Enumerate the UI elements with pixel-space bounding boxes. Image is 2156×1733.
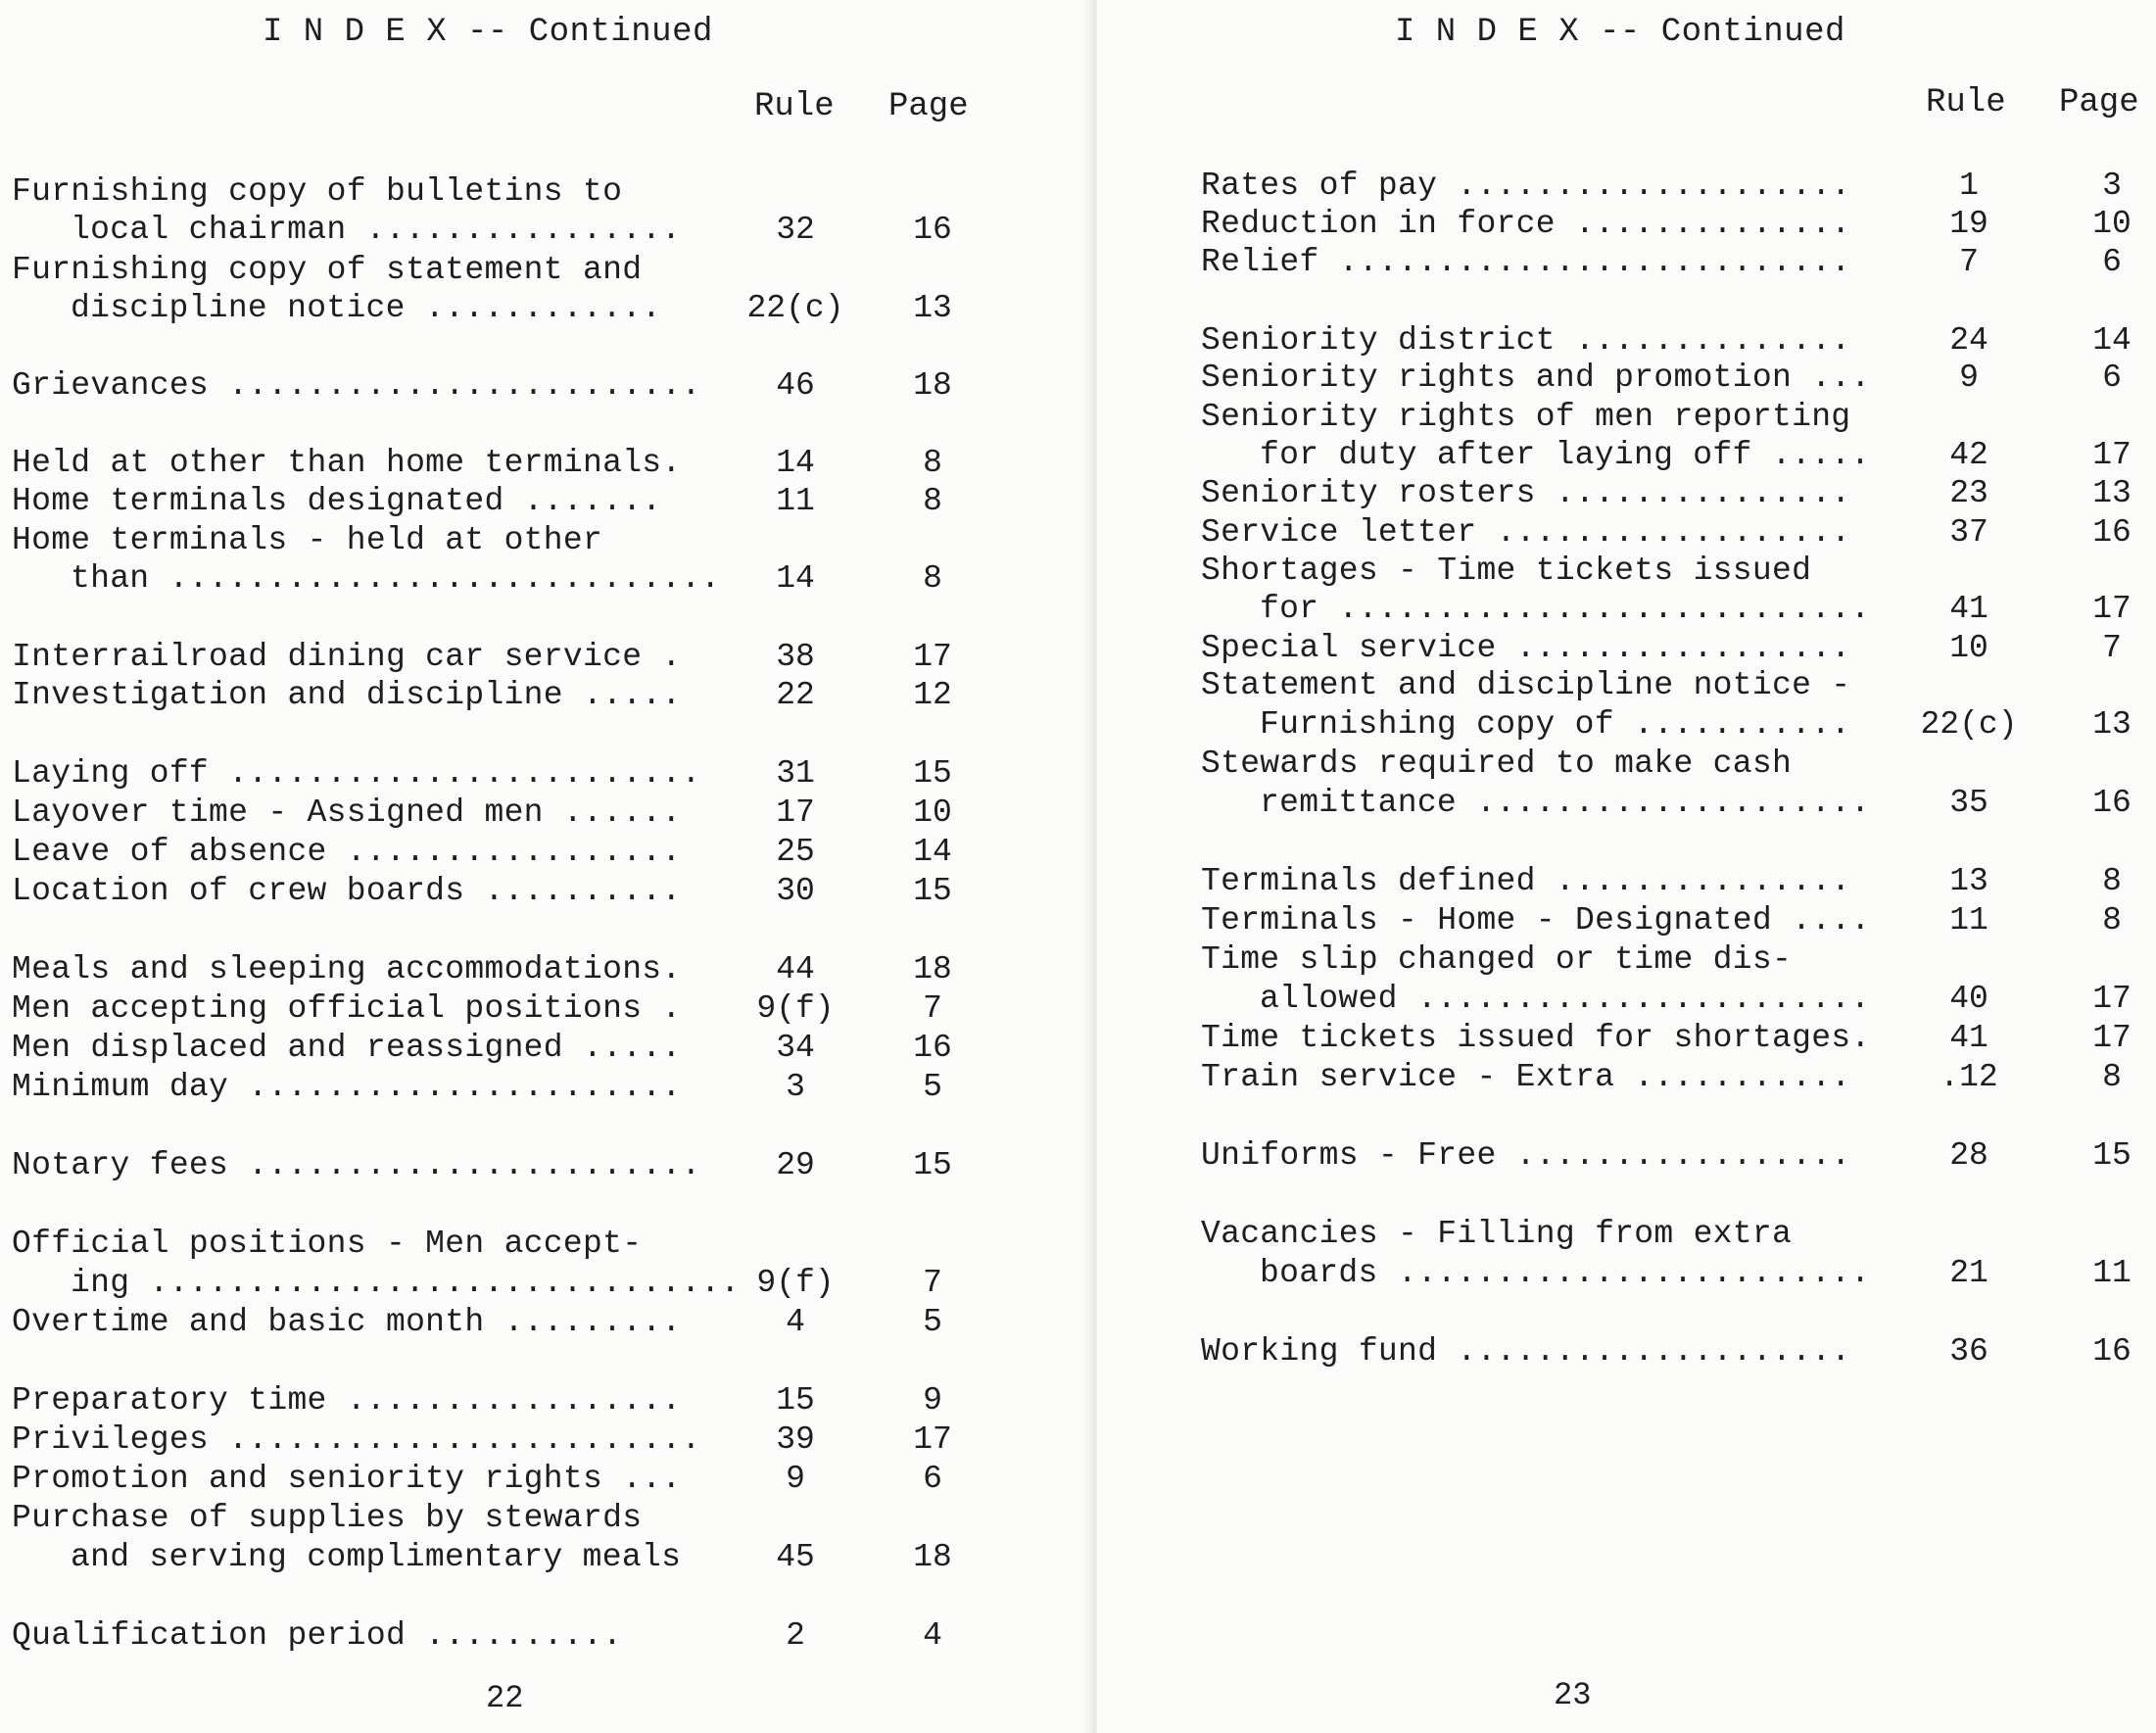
index-entry-rule: 29 [776,1147,815,1183]
index-entry-text: Held at other than home terminals. [12,445,682,481]
right-page-header: I N D E X -- Continued [1395,14,1845,51]
index-entry-text: Stewards required to make cash [1201,746,1793,782]
index-entry-rule: 24 [1949,322,1988,359]
index-entry [1097,513,2156,553]
index-entry [1097,1332,2156,1372]
index-entry-text: Investigation and discipline ..... [12,677,682,713]
right-page-number: 23 [1554,1677,1592,1713]
right-index-entries [1097,0,2156,1733]
index-entry-text: boards ........................ [1260,1255,1871,1291]
index-entry-rule: 22 [776,677,815,713]
index-entry-rule: 32 [776,212,815,248]
index-entry-page: 14 [2092,322,2132,359]
index-entry-text: Official positions - Men accept- [12,1226,643,1262]
index-entry [1097,1215,2156,1254]
index-entry-rule: 45 [776,1539,815,1575]
index-entry [0,172,1089,212]
index-entry-text: Vacancies - Filling from extra [1201,1216,1793,1252]
index-entry-page: 17 [2092,437,2132,473]
index-entry [0,1460,1089,1499]
index-entry-rule: 9 [786,1461,805,1497]
index-entry [1097,552,2156,591]
index-entry-text: Home terminals - held at other [12,522,603,558]
index-entry [1097,666,2156,705]
index-entry [1097,705,2156,745]
index-entry-rule: 44 [776,951,815,987]
index-entry-rule: 13 [1949,863,1988,899]
index-entry-rule: 41 [1949,1020,1988,1056]
index-entry-rule: 35 [1949,785,1988,821]
index-entry-text: Men displaced and reassigned ..... [12,1030,682,1066]
index-entry-text: Time tickets issued for shortages. [1201,1020,1871,1056]
index-entry-rule: 40 [1949,981,1988,1017]
index-entry-page: 18 [913,367,952,404]
index-entry-page: 16 [913,1030,952,1066]
index-entry-page: 15 [2092,1137,2132,1174]
index-entry-page: 12 [913,677,952,713]
index-entry-text: Furnishing copy of statement and [12,252,643,288]
index-entry-text: and serving complimentary meals [71,1539,682,1575]
index-entry [0,211,1089,250]
index-entry-page: 17 [2092,981,2132,1017]
index-entry-rule: 11 [1949,902,1988,939]
index-entry [1097,398,2156,437]
index-entry [1097,321,2156,361]
index-entry [0,559,1089,599]
index-entry [0,1225,1089,1264]
index-entry-text: Interrailroad dining car service . [12,639,682,675]
index-entry-rule: 21 [1949,1255,1988,1291]
index-entry-rule: 31 [776,755,815,792]
index-entry-page: 8 [923,560,942,597]
index-entry-text: Promotion and seniority rights ... [12,1461,682,1497]
index-entry [0,366,1089,406]
index-entry-rule: 10 [1949,630,1988,666]
index-entry-page: 4 [923,1617,942,1654]
index-entry-text: Working fund .................... [1201,1333,1851,1370]
index-entry-page: 6 [2102,360,2122,396]
index-entry-text: remittance .................... [1260,785,1871,821]
index-entry [1097,1058,2156,1097]
index-entry-text: Terminals defined ............... [1201,863,1851,899]
index-entry-page: 17 [913,639,952,675]
index-entry-page: 8 [2102,863,2122,899]
index-entry-rule: 4 [786,1304,805,1340]
index-entry [1097,901,2156,940]
index-entry-text: Purchase of supplies by stewards [12,1500,643,1536]
index-entry [0,1029,1089,1068]
index-entry [0,1381,1089,1420]
index-entry [1097,745,2156,784]
left-col-page-heading: Page [888,88,969,125]
index-entry-text: Furnishing copy of bulletins to [12,173,623,210]
index-entry-rule: 9(f) [756,990,835,1027]
index-entry-page: 10 [913,794,952,831]
index-entry-page: 8 [2102,1059,2122,1095]
index-entry-text: Grievances ........................ [12,367,701,404]
index-entry [1097,359,2156,398]
index-entry [0,989,1089,1029]
right-col-page-heading: Page [2059,84,2139,121]
index-entry [0,521,1089,560]
index-entry-rule: 9 [1959,360,1979,396]
index-entry-page: 8 [923,445,942,481]
index-entry [1097,243,2156,282]
index-entry-page: 8 [923,483,942,519]
index-entry-page: 15 [913,1147,952,1183]
index-entry [1097,980,2156,1019]
index-entry [0,289,1089,328]
index-entry-rule: 22(c) [1920,706,2018,743]
index-entry [0,1420,1089,1460]
index-entry-rule: 11 [776,483,815,519]
index-entry-text: Special service ................. [1201,630,1851,666]
index-entry-text: local chairman ................ [71,212,682,248]
index-entry-text: Notary fees ....................... [12,1147,701,1183]
index-entry [0,1068,1089,1107]
index-entry-rule: 41 [1949,591,1988,627]
index-entry [0,1616,1089,1656]
index-entry-text: Seniority district .............. [1201,322,1851,359]
index-entry-rule: 3 [786,1069,805,1105]
index-entry-text: Rates of pay .................... [1201,168,1851,204]
index-entry-rule: 28 [1949,1137,1988,1174]
index-entry [1097,590,2156,629]
index-entry-rule: 42 [1949,437,1988,473]
index-entry-page: 16 [2092,1333,2132,1370]
index-entry-rule: 46 [776,367,815,404]
index-entry-rule: .12 [1940,1059,1998,1095]
index-entry-page: 10 [2092,206,2132,242]
index-entry [0,1538,1089,1577]
index-entry-rule: 2 [786,1617,805,1654]
index-entry-page: 13 [913,290,952,326]
index-entry-page: 11 [2092,1255,2132,1291]
index-entry-page: 16 [2092,785,2132,821]
index-entry-text: Statement and discipline notice - [1201,667,1851,703]
index-entry-page: 13 [2092,706,2132,743]
index-entry-page: 7 [923,1265,942,1301]
index-entry-text: Seniority rights of men reporting [1201,399,1851,435]
index-entry-rule: 7 [1959,244,1979,280]
index-entry-page: 13 [2092,475,2132,511]
index-entry-page: 15 [913,755,952,792]
index-entry [1097,629,2156,668]
index-entry-page: 18 [913,1539,952,1575]
index-entry [0,833,1089,872]
index-entry-text: Seniority rosters ............... [1201,475,1851,511]
index-entry-text: Laying off ........................ [12,755,701,792]
left-page-number: 22 [486,1680,524,1716]
index-entry-page: 7 [2102,630,2122,666]
index-entry [1097,862,2156,901]
index-entry-rule: 34 [776,1030,815,1066]
index-entry-text: Train service - Extra ........... [1201,1059,1851,1095]
index-entry-text: Leave of absence ................. [12,834,682,870]
right-page [1097,0,2156,1733]
index-entry-page: 6 [923,1461,942,1497]
index-entry-text: Reduction in force .............. [1201,206,1851,242]
index-entry [0,950,1089,989]
left-col-rule-heading: Rule [754,88,835,125]
index-entry-text: Privileges ........................ [12,1421,701,1458]
index-entry-page: 9 [923,1382,942,1419]
index-entry-text: discipline notice ............ [71,290,662,326]
index-entry-text: Qualification period .......... [12,1617,623,1654]
index-entry-rule: 36 [1949,1333,1988,1370]
index-entry-text: allowed ....................... [1260,981,1871,1017]
index-entry-page: 5 [923,1304,942,1340]
index-entry [1097,436,2156,475]
index-entry-page: 16 [2092,514,2132,551]
index-entry [0,1146,1089,1185]
index-entry [0,1264,1089,1303]
index-entry [0,872,1089,911]
index-entry-text: Shortages - Time tickets issued [1201,553,1812,589]
index-entry-text: Relief .......................... [1201,244,1851,280]
index-entry-text: Home terminals designated ....... [12,483,662,519]
index-entry-rule: 30 [776,873,815,909]
index-entry-page: 14 [913,834,952,870]
index-entry-text: Furnishing copy of ........... [1260,706,1851,743]
index-entry-rule: 37 [1949,514,1988,551]
index-entry-text: than ............................ [71,560,721,597]
index-entry-page: 15 [913,873,952,909]
index-entry [1097,1254,2156,1293]
index-entry-rule: 9(f) [756,1265,835,1301]
index-entry-rule: 25 [776,834,815,870]
index-entry [0,1499,1089,1538]
index-entry-text: Men accepting official positions . [12,990,682,1027]
index-entry-text: Time slip changed or time dis- [1201,941,1793,978]
index-entry-text: ing .............................. [71,1265,741,1301]
index-entry [0,1303,1089,1342]
index-entry-text: Layover time - Assigned men ...... [12,794,682,831]
index-entry [0,754,1089,794]
index-entry-page: 3 [2102,168,2122,204]
index-entry-text: for ........................... [1260,591,1871,627]
index-entry-text: for duty after laying off ..... [1260,437,1871,473]
index-entry [1097,784,2156,823]
index-entry-page: 8 [2102,902,2122,939]
index-entry-rule: 39 [776,1421,815,1458]
index-entry [0,251,1089,290]
index-entry [1097,205,2156,244]
index-entry-rule: 38 [776,639,815,675]
index-entry [0,676,1089,715]
index-entry-rule: 17 [776,794,815,831]
index-entry-page: 6 [2102,244,2122,280]
index-entry [0,638,1089,677]
index-entry-page: 16 [913,212,952,248]
index-entry-text: Minimum day ...................... [12,1069,682,1105]
right-col-rule-heading: Rule [1926,84,2006,121]
index-entry-rule: 14 [776,560,815,597]
index-entry-rule: 22(c) [746,290,844,326]
index-entry-text: Terminals - Home - Designated .... [1201,902,1871,939]
index-entry-text: Location of crew boards .......... [12,873,682,909]
index-entry [1097,940,2156,980]
index-entry-page: 18 [913,951,952,987]
index-entry-rule: 23 [1949,475,1988,511]
index-entry-text: Overtime and basic month ......... [12,1304,682,1340]
index-entry-text: Service letter .................. [1201,514,1851,551]
index-entry-text: Meals and sleeping accommodations. [12,951,682,987]
index-entry-rule: 1 [1959,168,1979,204]
index-entry-page: 17 [2092,1020,2132,1056]
index-entry-rule: 14 [776,445,815,481]
index-entry-text: Preparatory time ................. [12,1382,682,1419]
index-entry [1097,1019,2156,1058]
index-entry-page: 17 [913,1421,952,1458]
index-entry-rule: 19 [1949,206,1988,242]
index-entry-rule: 15 [776,1382,815,1419]
index-entry-page: 7 [923,990,942,1027]
left-page-header: I N D E X -- Continued [263,14,713,51]
index-entry [0,444,1089,483]
index-entry [1097,1136,2156,1176]
index-entry-text: Uniforms - Free ................. [1201,1137,1851,1174]
index-entry-text: Seniority rights and promotion ... [1201,360,1871,396]
index-entry [0,482,1089,521]
index-entry [1097,474,2156,513]
index-entry [1097,167,2156,206]
index-entry-page: 17 [2092,591,2132,627]
index-entry [0,794,1089,833]
index-entry-page: 5 [923,1069,942,1105]
